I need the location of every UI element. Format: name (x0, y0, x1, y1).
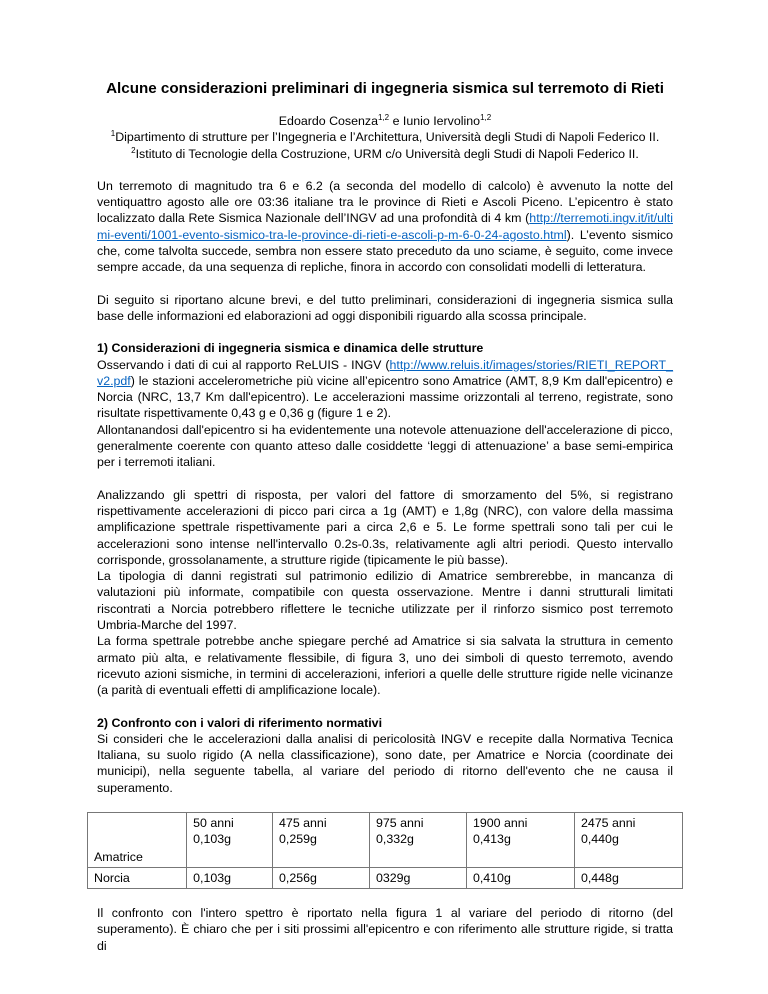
author-name: Edoardo Cosenza (278, 114, 378, 128)
paragraph: Il confronto con l'intero spettro è riportato nella figura 1 al variare del periodo di ritorno (del superamento). È chiaro che per i siti prossimi all'epicentro e con riferimento alle strutture rigide, si tratta di (97, 905, 673, 953)
column-header: 475 anni (279, 815, 327, 830)
text: L’epicentro è stato localizzato dalla Rete Sismica Nazionale dell’INGV ad una profondità di 4 km ( (97, 195, 673, 226)
cell-value: 0,413g (472, 831, 511, 846)
table-cell: 0,256g (273, 867, 370, 888)
document-title: Alcune considerazioni preliminari di ingegneria sismica sul terremoto di Rieti (106, 80, 664, 97)
author-conjunction: e (389, 114, 403, 128)
table-cell-site: Norcia (88, 867, 187, 888)
table-row (88, 812, 683, 867)
text: La tipologia di danni registrati sul patrimonio edilizio di Amatrice sembrerebbe, in mancanza di valutazioni più informate, compatibile con questa osservazione. Mentre i danni strutturali limitati riscontrati a Norcia potrebbero riflettere le tecniche utilizzate per il rinforzo sismico post terremoto Umbria-Marche del 1997. (97, 569, 673, 633)
table-row (88, 867, 683, 888)
paragraph (97, 357, 673, 471)
column-header: 1900 anni (472, 815, 528, 830)
paragraph: Si consideri che le accelerazioni dalla analisi di pericolosità INGV e recepite dalla Normativa Tecnica Italiana, su suolo rigido (A nella classificazione), sono date, per Amatrice e Norcia (coordinate dei municipi), nella seguente tabella, al variare del periodo di ritorno dell'evento che ne causa il superamento. (97, 731, 673, 795)
cell-value: 0,440g (580, 831, 619, 846)
affiliation-text: Istituto di Tecnologie della Costruzione, URM c/o Università degli Studi di Napoli Federico II. (135, 146, 639, 161)
table-cell: 0,448g (574, 867, 682, 888)
table-cell: 0,410g (466, 867, 574, 888)
section-heading-1: 1) Considerazioni di ingegneria sismica e dinamica delle strutture (97, 341, 484, 356)
table-cell: 0329g (369, 867, 466, 888)
table-cell (466, 812, 574, 867)
paragraph (97, 487, 673, 699)
affiliation (60, 129, 710, 145)
section-heading-2: 2) Confronto con i valori di riferimento normativi (97, 715, 383, 730)
text: Un terremoto di magnitudo tra 6 e 6.2 (a seconda del modello di calcolo) è avvenuto la notte del ventiquattro agosto alle ore 03:36 italiane tra le province di Rieti e Ascoli Piceno. (97, 178, 673, 210)
cell-value: 0,259g (279, 831, 317, 846)
paragraph-intro (97, 178, 673, 276)
affiliation-text: Dipartimento di strutture per l’Ingegneria e l’Architettura, Università degli Studi di Napoli Federico II. (115, 130, 660, 145)
text: ). L’evento sismico che, come talvolta succede, sembra non essere stato preceduto da uno sciame, è seguito, come invece sempre accade, da una sequenza di repliche, finora in accordo con consolidati modelli di letteratura. (97, 227, 673, 275)
affiliation-mark: 1 (110, 129, 116, 139)
column-header: 50 anni (193, 815, 234, 830)
text: ) le stazioni accelerometriche più vicine all’epicentro sono Amatrice (AMT, 8,9 Km dall'epicentro) e Norcia (NRC, 13,7 Km dall'epicentro). Le accelerazioni massime orizzontali al terreno, registrate, sono risultate rispettivamente 0,43 g e 0,36 g (figure 1 e 2). (97, 373, 673, 421)
ingv-event-link[interactable]: http://terremoti.ingv.it/it/ultimi-eventi/1001-evento-sismico-tra-le-province-di-rieti-e-ascoli-p-m-6-0-24-agosto.html (97, 211, 673, 242)
column-header: 975 anni (375, 815, 424, 830)
table-cell: 0,103g (187, 867, 273, 888)
author-name: Iunio Iervolino (402, 114, 481, 128)
table-cell-site: Amatrice (88, 812, 187, 867)
paragraph-scope: Di seguito si riportano alcune brevi, e del tutto preliminari, considerazioni di ingegneria sismica sulla base delle informazioni ed elaborazioni ad oggi disponibili riguardo alla scossa principale. (97, 292, 673, 323)
table-cell (574, 812, 682, 867)
table-cell (273, 812, 370, 867)
column-header: 2475 anni (580, 815, 636, 830)
author-affiliation-mark: 1,2 (378, 112, 390, 122)
reluis-report-link[interactable]: http://www.reluis.it/images/stories/RIETI_REPORT_v2.pdf (97, 357, 673, 388)
author-affiliation-mark: 1,2 (480, 112, 492, 122)
cell-value: 0,103g (193, 831, 232, 846)
acceleration-table (87, 812, 683, 889)
table-cell (369, 812, 466, 867)
text: Analizzando gli spettri di risposta, per valori del fattore di smorzamento del 5%, si registrano rispettivamente accelerazioni di picco pari circa a 1g (AMT) e 1,8g (NRC), con valore della massima amplificazione spettrale rispettivamente pari a circa 2,6 e 5. Le forme spettrali sono tali per cui le accelerazioni sono intense nell'intervallo 0.2s-0.3s, relativamente agli altri periodi. Questo intervallo corrisponde, grossolanamente, a strutture rigide (tipicamente le più basse). (97, 487, 673, 567)
text: Allontanandosi dall'epicentro si ha evidentemente una notevole attenuazione dell'accelerazione di picco, generalmente coerente con quanto atteso dalle cosiddette ‘leggi di attenuazione’ a base semi-empirica per i terremoti italiani. (97, 422, 673, 470)
text: Osservando i dati di cui al rapporto ReLUIS - INGV ( (97, 357, 390, 372)
authors (60, 113, 710, 129)
affiliation (60, 146, 710, 162)
affiliation-mark: 2 (131, 145, 136, 155)
cell-value: 0,332g (375, 831, 414, 846)
text: La forma spettrale potrebbe anche spiegare perché ad Amatrice si sia salvata la struttura in cemento armato più alta, e relativamente flessibile, di figura 3, uno dei simboli di questo terremoto, avendo ricevuto azioni sismiche, in termini di accelerazioni, inferiori a quelle delle strutture rigide nelle vicinanze (a parità di eventuali effetti di amplificazione locale). (97, 634, 673, 698)
table-cell (187, 812, 273, 867)
